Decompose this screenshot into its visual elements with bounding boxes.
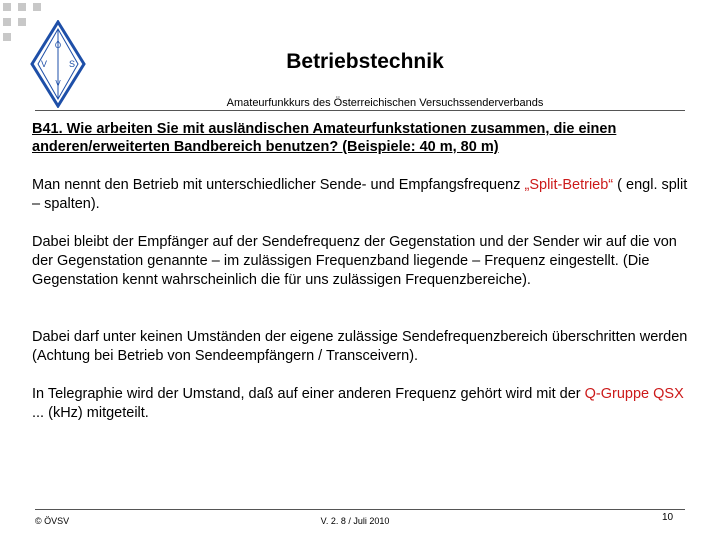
footer-copyright: © ÖVSV xyxy=(35,516,70,526)
paragraph-split-betrieb xyxy=(32,176,692,214)
header-divider xyxy=(35,110,685,111)
highlight-q-gruppe: Q-Gruppe QSX xyxy=(584,386,684,402)
svg-text:V: V xyxy=(55,79,61,88)
page-number: 10 xyxy=(662,512,674,523)
footer-divider xyxy=(35,509,685,510)
paragraph-text: In Telegraphie wird der Umstand, daß auf einer anderen Frequenz gehört wird mit der xyxy=(32,386,585,402)
paragraph-text: ( engl. split – spalten). xyxy=(32,177,688,212)
paragraph-text: ... (kHz) mitgeteilt. xyxy=(32,405,149,421)
question-heading: B41. Wie arbeiten Sie mit ausländischen Amateurfunkstationen zusammen, die einen anderen/erweiterten Bandbereich benutzen? (Beispiele: 40 m, 80 m) xyxy=(32,121,617,155)
paragraph-receiver: Dabei bleibt der Empfänger auf der Sendefrequenz der Gegenstation und der Sender wir auf die von der Gegenstation genannte – im zulässigen Frequenzband liegende – Frequenz eingestellt. (Die Gegenstation kennt wahrscheinlich die für uns zulässigen Frequenzbereiche). xyxy=(32,234,677,288)
paragraph-warning: Dabei darf unter keinen Umständen der eigene zulässige Sendefrequenzbereich überschritten werden (Achtung bei Betrieb von Sendeempfängern / Transceivern). xyxy=(32,329,688,364)
svg-text:Ö: Ö xyxy=(54,41,62,50)
highlight-split-betrieb: „Split-Betrieb“ xyxy=(524,177,614,193)
svg-text:S: S xyxy=(68,59,76,69)
ovsv-logo-icon xyxy=(28,20,88,108)
paragraph-telegraphy xyxy=(32,385,692,423)
footer-version: V. 2. 8 / Juli 2010 xyxy=(320,516,390,526)
page-title: Betriebstechnik xyxy=(286,50,444,73)
paragraph-text: Man nennt den Betrieb mit unterschiedlicher Sende- und Empfangsfrequenz xyxy=(32,177,525,193)
svg-text:V: V xyxy=(40,59,48,69)
page-subtitle: Amateurfunkkurs des Österreichischen Versuchssenderverbands xyxy=(226,97,544,109)
